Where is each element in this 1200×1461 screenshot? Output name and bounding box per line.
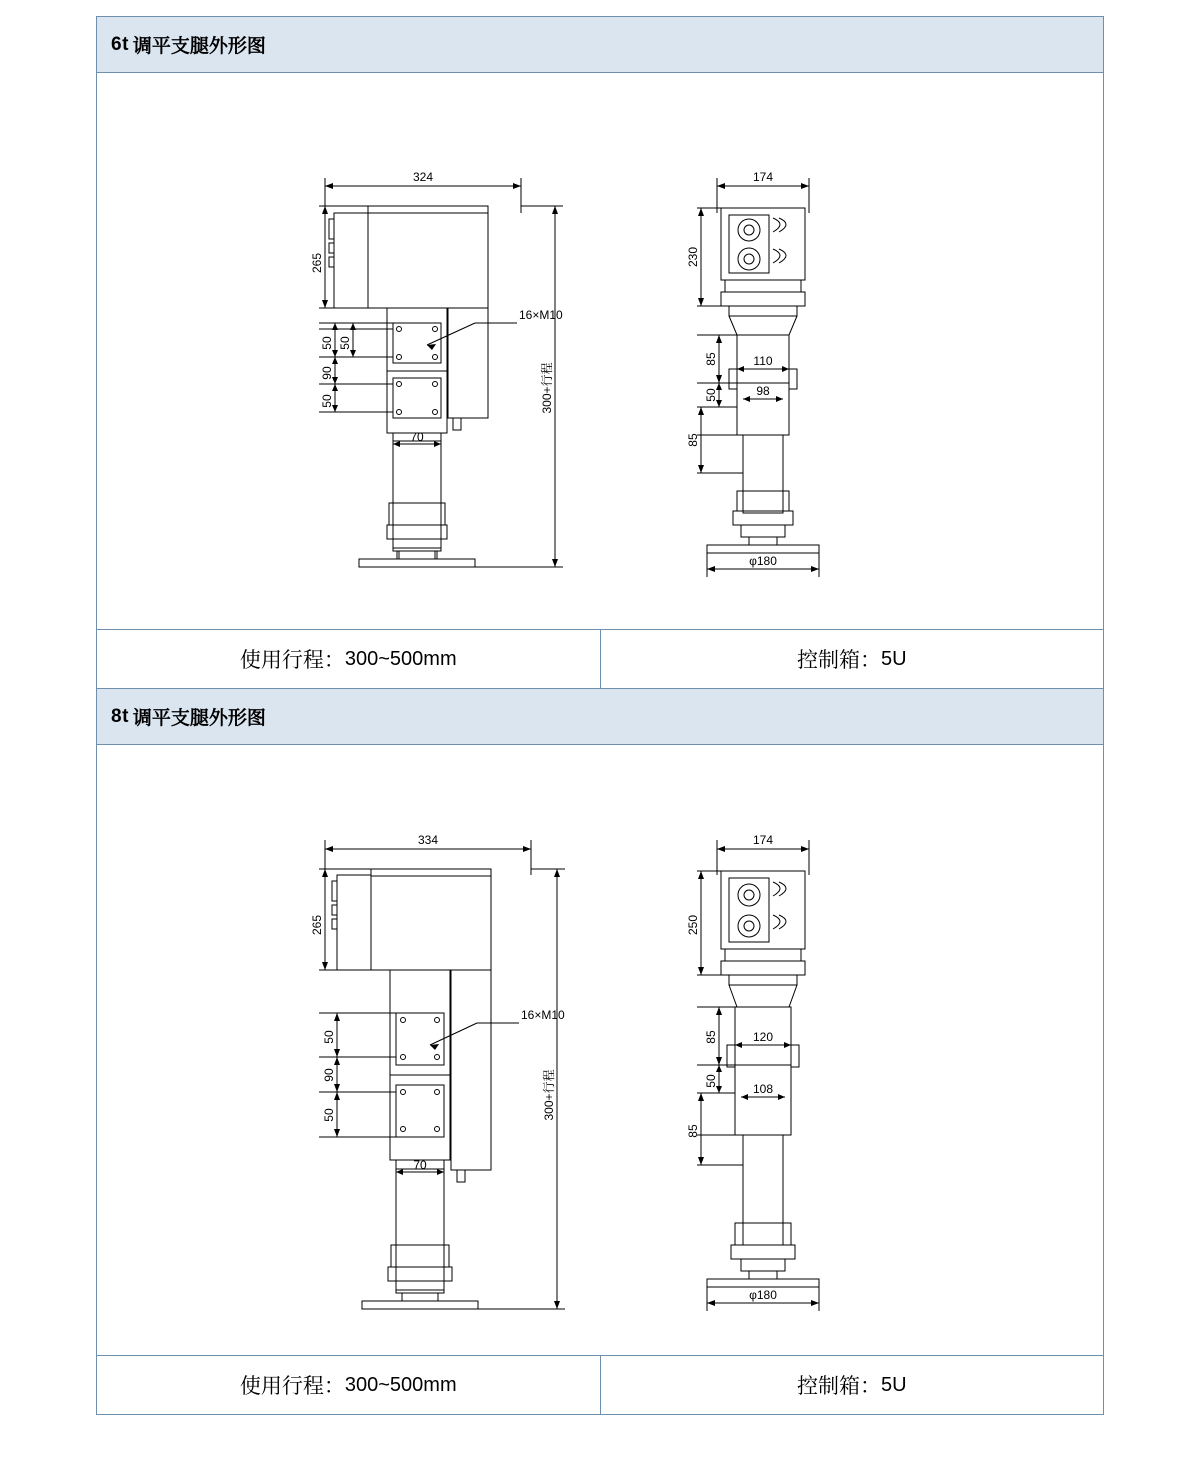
drawing-8t xyxy=(97,745,1103,1356)
dim-side-spacing-2-8t: 50 xyxy=(704,1074,718,1088)
dim-spacing-3-6t: 90 xyxy=(320,366,334,380)
footer-6t xyxy=(97,630,1103,689)
dim-plate-width-6t: 70 xyxy=(410,430,424,444)
section-header-6t xyxy=(97,17,1103,73)
dim-spacing-2-6t: 50 xyxy=(338,336,352,350)
dim-body-inner-8t: 108 xyxy=(752,1082,774,1096)
section-header-8t xyxy=(97,689,1103,745)
controlbox-value-6t: 5U xyxy=(880,647,907,670)
stroke-label-6t: 使用行程： xyxy=(239,648,345,672)
section-title-code: 6t xyxy=(111,33,129,55)
drawing-6t xyxy=(97,73,1103,630)
dim-spacing-4-6t: 50 xyxy=(320,394,334,408)
dim-spacing-2-8t: 90 xyxy=(322,1068,336,1082)
dim-head-height-8t: 265 xyxy=(310,914,324,936)
dim-stroke-8t: 300+行程 xyxy=(542,1069,556,1121)
section-title-text: 调平支腿外形图 xyxy=(132,36,266,57)
dim-side-head-height-8t: 250 xyxy=(686,914,700,936)
dim-side-width-6t: 174 xyxy=(752,170,774,184)
dim-spacing-1-8t: 50 xyxy=(322,1030,336,1044)
dim-side-head-height-6t: 230 xyxy=(686,246,700,268)
dim-body-outer-8t: 120 xyxy=(752,1030,774,1044)
footer-8t xyxy=(97,1356,1103,1414)
technical-drawing-8t xyxy=(97,745,1103,1355)
controlbox-value-8t: 5U xyxy=(880,1373,907,1396)
section-title-code-8t: 8t xyxy=(111,705,129,727)
dim-side-spacing-3-8t: 85 xyxy=(686,1124,700,1138)
technical-drawing-6t xyxy=(97,73,1103,629)
dim-base-dia-6t: φ180 xyxy=(749,554,777,568)
stroke-value-6t: 300~500mm xyxy=(344,647,457,670)
dim-front-width-6t: 324 xyxy=(412,170,434,184)
dim-front-width-8t: 334 xyxy=(417,833,439,847)
spec-sheet xyxy=(96,16,1104,1415)
dim-side-spacing-1-8t: 85 xyxy=(704,1030,718,1044)
stroke-cell-6t xyxy=(97,630,601,688)
dim-side-spacing-1-6t: 85 xyxy=(704,352,718,366)
controlbox-label-6t: 控制箱： xyxy=(796,648,881,672)
dim-body-inner-6t: 98 xyxy=(756,384,770,398)
stroke-cell-8t xyxy=(97,1356,601,1414)
dim-stroke-6t: 300+行程 xyxy=(540,362,554,414)
dim-plate-width-8t: 70 xyxy=(413,1158,427,1172)
dim-side-width-8t: 174 xyxy=(752,833,774,847)
dim-side-spacing-2-6t: 50 xyxy=(704,388,718,402)
note-bolt-6t: 16×M10 xyxy=(519,308,563,322)
stroke-value-8t: 300~500mm xyxy=(344,1373,457,1396)
dim-spacing-3-8t: 50 xyxy=(322,1108,336,1122)
dim-spacing-1-6t: 50 xyxy=(320,336,334,350)
stroke-label-8t: 使用行程： xyxy=(239,1374,345,1398)
dim-head-height-6t: 265 xyxy=(310,252,324,274)
controlbox-cell-8t xyxy=(601,1356,1104,1414)
controlbox-label-8t: 控制箱： xyxy=(796,1374,881,1398)
dim-side-spacing-3-6t: 85 xyxy=(686,433,700,447)
dim-base-dia-8t: φ180 xyxy=(749,1288,777,1302)
section-title-text-8t: 调平支腿外形图 xyxy=(132,708,266,729)
note-bolt-8t: 16×M10 xyxy=(521,1008,565,1022)
dim-body-outer-6t: 110 xyxy=(753,354,773,368)
controlbox-cell-6t xyxy=(601,630,1104,688)
